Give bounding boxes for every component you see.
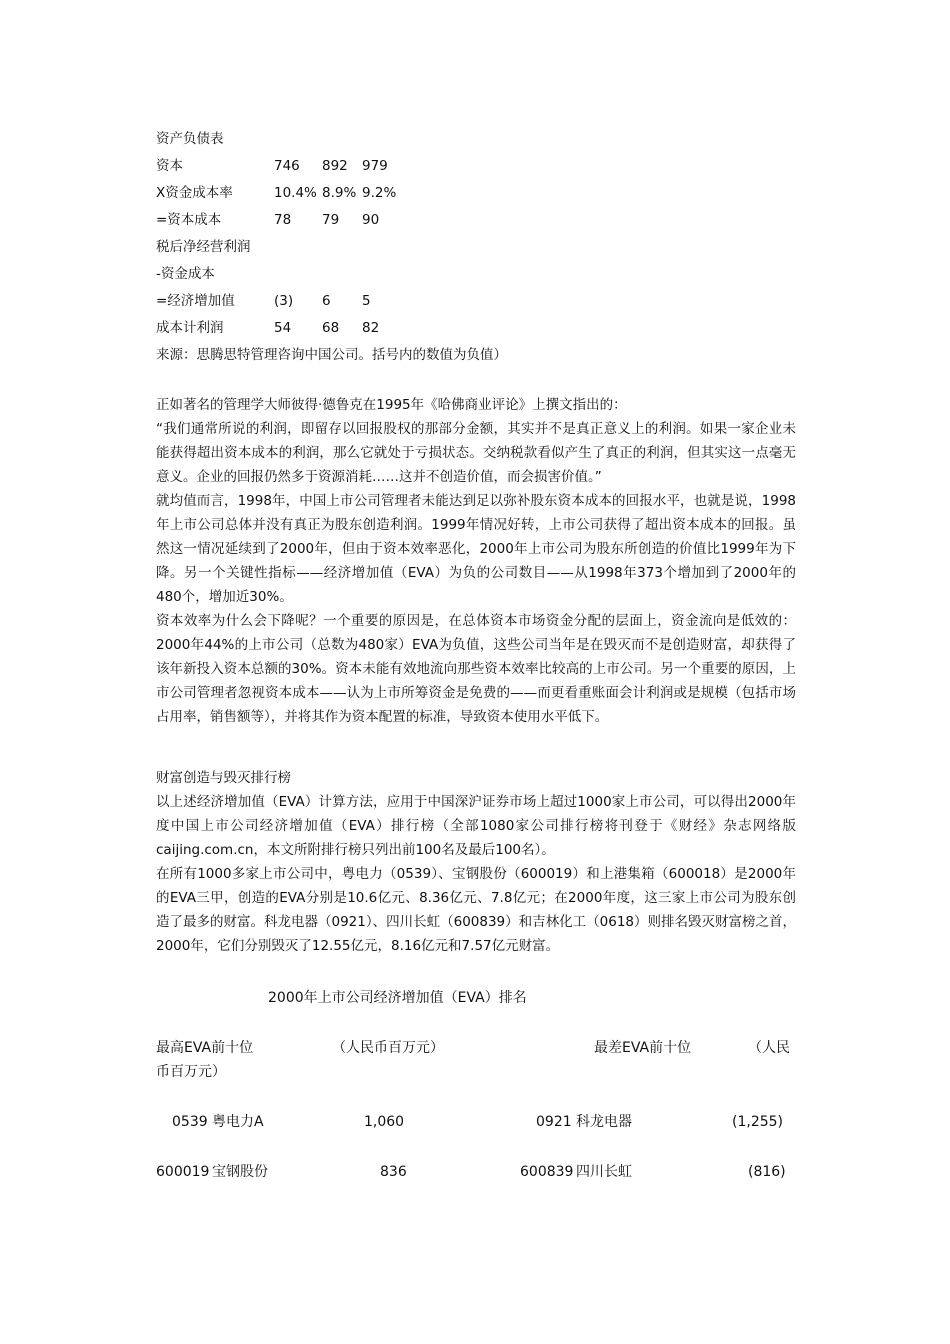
worst-value: (1,255) — [732, 1114, 784, 1130]
balance-sheet-title: 资产负债表 — [156, 131, 224, 147]
balance-sheet-row: 资本 746 892 979 — [156, 158, 388, 174]
worst-name: 四川长虹 — [576, 1164, 632, 1180]
header-worst: 最差EVA前十位 — [594, 1040, 692, 1056]
best-code: 600019 — [156, 1164, 210, 1180]
worst-name: 科龙电器 — [576, 1114, 632, 1130]
paragraph: 就均值而言，1998年，中国上市公司管理者未能达到足以弥补股东资本成本的回报水平，也就是说，1998年上市公司总体并没有真正为股东创造利润。1999年情况好转，上市公司获得了超出资本成本的回报。虽然这一情况延续到了2000年，但由于资本效率恶化，2000年上市公司为股东所创造的价值比1999年为下降。另一个关键性指标——经济增加值（EVA）为负的公司数目——从1998年373个增加到了2000年的480个，增加近30%。 — [156, 493, 796, 605]
best-name: 粤电力A — [212, 1114, 264, 1130]
balance-sheet-source: 来源：思腾思特管理咨询中国公司。括号内的数值为负值） — [156, 347, 507, 363]
header-unit: （人民 — [748, 1040, 790, 1056]
table-row — [156, 1110, 796, 1134]
balance-sheet-row: 税后净经营利润 — [156, 239, 251, 255]
best-name: 宝钢股份 — [212, 1164, 268, 1180]
balance-sheet-row: 成本计利润 54 68 82 — [156, 320, 380, 336]
section-wealth-ranking — [156, 766, 796, 958]
section-heading: 财富创造与毁灭排行榜 — [156, 770, 291, 786]
ranking-title: 2000年上市公司经济增加值（EVA）排名 — [268, 990, 527, 1006]
best-value: 836 — [380, 1164, 407, 1180]
section-drucker-quote — [156, 393, 796, 729]
worst-code: 0921 — [536, 1114, 572, 1130]
best-value: 1,060 — [364, 1114, 405, 1130]
balance-sheet — [156, 126, 796, 369]
paragraph: 正如著名的管理学大师彼得·德鲁克在1995年《哈佛商业评论》上撰文指出的： — [156, 397, 627, 413]
balance-sheet-row: X资金成本率 10.4% 8.9% 9.2% — [156, 185, 397, 201]
balance-sheet-row: =经济增加值 (3) 6 5 — [156, 293, 371, 309]
balance-sheet-row: -资金成本 — [156, 266, 215, 282]
best-code: 0539 — [172, 1114, 208, 1130]
paragraph: 资本效率为什么会下降呢？一个重要的原因是，在总体资本市场资金分配的层面上，资金流向是低效的：2000年44%的上市公司（总数为480家）EVA为负值，这些公司当年是在毁灭而不是创造财富，却获得了该年新投入资本总额的30%。资本未能有效地流向那些资本效率比较高的上市公司。另一个重要的原因，上市公司管理者忽视资本成本——认为上市所筹资金是免费的——而更看重账面会计利润或是规模（包括市场占用率，销售额等），并将其作为资本配置的标准，导致资本使用水平低下。 — [156, 613, 796, 725]
header-unit-continued: 币百万元） — [156, 1064, 226, 1080]
worst-value: (816) — [748, 1164, 786, 1180]
paragraph: 以上述经济增加值（EVA）计算方法，应用于中国深沪证券市场上超过1000家上市公司，可以得出2000年度中国上市公司经济增加值（EVA）排行榜（全部1080家公司排行榜将刊登于《财经》杂志网络版caijing.com.cn，本文所附排行榜只列出前100名及最后100名）。 — [156, 794, 796, 858]
paragraph: 在所有1000多家上市公司中，粤电力（0539）、宝钢股份（600019）和上港集箱（600018）是2000年的EVA三甲，创造的EVA分别是10.6亿元、8.36亿元、7.8亿元；在2000年度，这三家上市公司为股东创造了最多的财富。科龙电器（0921）、四川长虹（600839）和吉林化工（0618）则排名毁灭财富榜之首，2000年，它们分别毁灭了12.55亿元，8.16亿元和7.57亿元财富。 — [156, 866, 796, 954]
table-row — [156, 1160, 796, 1184]
header-unit: （人民币百万元） — [332, 1040, 444, 1056]
balance-sheet-row: =资本成本 78 79 90 — [156, 212, 380, 228]
quote-paragraph: “我们通常所说的利润，即留存以回报股权的那部分金额，其实并不是真正意义上的利润。如果一家企业未能获得超出资本成本的利润，那么它就处于亏损状态。交纳税款看似产生了真正的利润，但其实这一点毫无意义。企业的回报仍然多于资源消耗……这并不创造价值，而会损害价值。” — [156, 421, 796, 485]
header-best: 最高EVA前十位 — [156, 1040, 254, 1056]
worst-code: 600839 — [520, 1164, 574, 1180]
